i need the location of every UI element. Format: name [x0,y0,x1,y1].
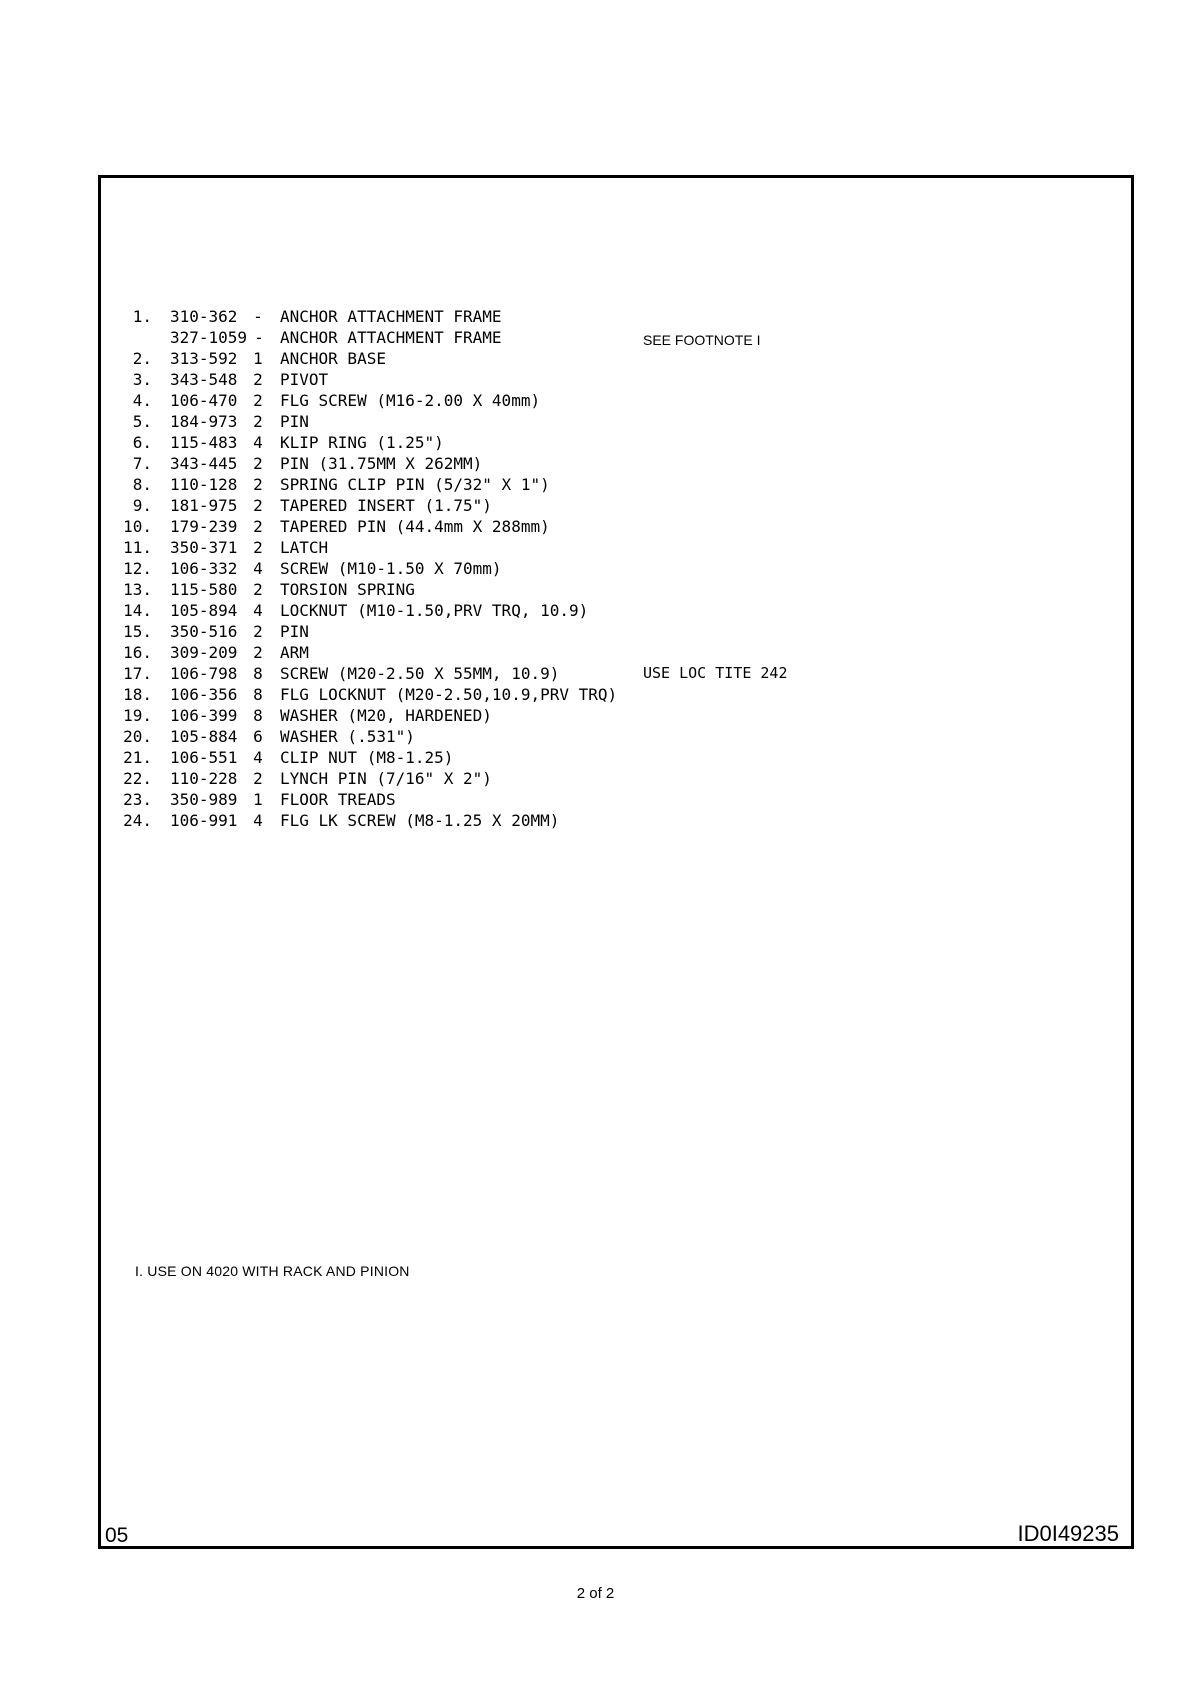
description: FLOOR TREADS [280,790,396,809]
quantity: 2 [253,622,263,641]
part-number: 115-580 [170,580,238,599]
description: SCREW (M10-1.50 X 70mm) [280,559,502,578]
part-number: 106-399 [170,706,238,725]
part-number: 350-516 [170,622,238,641]
quantity: 6 [253,727,263,746]
description: WASHER (.531") [280,727,415,746]
description: LOCKNUT (M10-1.50,PRV TRQ, 10.9) [280,601,589,620]
description: TORSION SPRING [280,580,415,599]
page-number: 2 of 2 [576,1585,615,1602]
part-number: 179-239 [170,517,238,536]
description: PIN [280,412,309,431]
item-number: 8. [132,475,152,494]
quantity: 2 [253,643,263,662]
item-number: 14. [123,601,152,620]
quantity: 2 [253,391,263,410]
item-number: 1. [132,307,152,326]
quantity: 4 [253,811,263,830]
description: WASHER (M20, HARDENED) [280,706,492,725]
part-number: 106-356 [170,685,238,704]
part-number: 309-209 [170,643,238,662]
item-number: 5. [132,412,152,431]
description: FLG LOCKNUT (M20-2.50,10.9,PRV TRQ) [280,685,618,704]
description: TAPERED INSERT (1.75") [280,496,492,515]
item-number: 4. [132,391,152,410]
description: KLIP RING (1.25") [280,433,444,452]
quantity: 2 [253,769,263,788]
description: PIN [280,622,309,641]
item-number: 24. [123,811,152,830]
quantity: - [254,328,264,347]
part-number: 115-483 [170,433,238,452]
item-number: 2. [132,349,152,368]
part-number: 181-975 [170,496,238,515]
quantity: 2 [253,496,263,515]
quantity: 8 [253,664,263,683]
item-number: 18. [123,685,152,704]
part-number: 310-362 [170,307,238,326]
item-number: 9. [132,496,152,515]
footnote: I. USE ON 4020 WITH RACK AND PINION [135,1263,410,1279]
item-number: 16. [123,643,152,662]
quantity: 2 [253,412,263,431]
description: ANCHOR ATTACHMENT FRAME [280,307,502,326]
part-number: 106-551 [170,748,238,767]
item-number: 12. [123,559,152,578]
description: LYNCH PIN (7/16" X 2") [280,769,492,788]
part-number: 327-1059 [170,328,248,347]
quantity: 4 [253,748,263,767]
item-number: 7. [132,454,152,473]
description: ANCHOR BASE [280,349,386,368]
description: SPRING CLIP PIN (5/32" X 1") [280,475,550,494]
description: FLG LK SCREW (M8-1.25 X 20MM) [280,811,560,830]
description: LATCH [280,538,329,557]
item-number: 22. [123,769,152,788]
part-number: 105-894 [170,601,238,620]
description: PIN (31.75MM X 262MM) [280,454,483,473]
part-number: 343-445 [170,454,238,473]
part-note: SEE FOOTNOTE I [643,332,761,348]
quantity: 2 [253,454,263,473]
description: FLG SCREW (M16-2.00 X 40mm) [280,391,541,410]
quantity: 8 [253,706,263,725]
quantity: 4 [253,601,263,620]
description: ARM [280,643,309,662]
item-number: 20. [123,727,152,746]
item-number: 6. [132,433,152,452]
description: ANCHOR ATTACHMENT FRAME [280,328,502,347]
quantity: 4 [253,559,263,578]
part-number: 106-332 [170,559,238,578]
part-number: 313-592 [170,349,238,368]
quantity: 2 [253,580,263,599]
item-number: 10. [123,517,152,536]
quantity: 1 [253,349,263,368]
part-number: 350-989 [170,790,238,809]
quantity: 2 [253,538,263,557]
quantity: 2 [253,517,263,536]
item-number: 17. [123,664,152,683]
part-number: 106-470 [170,391,238,410]
item-number: 23. [123,790,152,809]
item-number: 15. [123,622,152,641]
description: TAPERED PIN (44.4mm X 288mm) [280,517,550,536]
description: PIVOT [280,370,329,389]
part-note: USE LOC TITE 242 [643,664,788,682]
part-number: 110-228 [170,769,238,788]
part-number: 106-798 [170,664,238,683]
quantity: 4 [253,433,263,452]
item-number: 19. [123,706,152,725]
part-number: 105-884 [170,727,238,746]
description: SCREW (M20-2.50 X 55MM, 10.9) [280,664,560,683]
description: CLIP NUT (M8-1.25) [280,748,454,767]
quantity: 2 [253,370,263,389]
quantity: - [253,307,263,326]
part-number: 110-128 [170,475,238,494]
quantity: 8 [253,685,263,704]
part-number: 106-991 [170,811,238,830]
item-number: 11. [123,538,152,557]
drawing-id: ID0I49235 [1017,1521,1119,1546]
revision-number: 05 [105,1524,129,1547]
part-number: 343-548 [170,370,238,389]
item-number: 3. [132,370,152,389]
quantity: 1 [253,790,263,809]
part-number: 350-371 [170,538,238,557]
quantity: 2 [253,475,263,494]
item-number: 21. [123,748,152,767]
item-number: 13. [123,580,152,599]
part-number: 184-973 [170,412,238,431]
